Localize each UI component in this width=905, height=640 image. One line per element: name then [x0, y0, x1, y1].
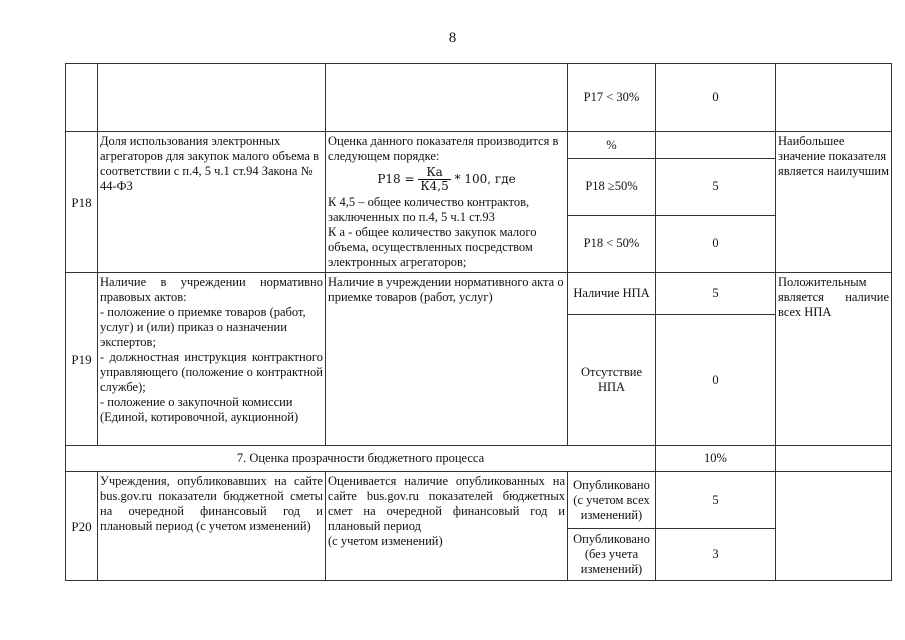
indicator-code: P19	[66, 273, 98, 446]
method-cell	[326, 132, 568, 273]
method-intro: Оценка данного показателя производится в следующем порядке:	[328, 134, 559, 163]
method-text-2: (с учетом изменений)	[328, 534, 443, 548]
score-cell	[656, 132, 776, 159]
definition-k45: К 4,5 – общее количество контрактов, заключенных по п.4, 5 ч.1 ст.93	[328, 195, 530, 224]
criterion-cell: Опубликовано (без учета изменений)	[568, 529, 656, 581]
formula-denominator: К4,5	[420, 179, 449, 193]
name-intro: Наличие в учреждении нормативно правовых актов:	[100, 275, 323, 304]
name-item-3: - положение о закупочной комиссии (Единой, котировочной, аукционной)	[100, 395, 299, 424]
table-row-p17-continuation	[66, 64, 892, 132]
table-row-p19	[66, 273, 892, 315]
method-cell: Наличие в учреждении нормативного акта о приемке товаров (работ, услуг)	[326, 273, 568, 446]
criterion-cell: Отсутствие НПА	[568, 315, 656, 446]
note-cell	[776, 472, 892, 581]
score-cell: 0	[656, 315, 776, 446]
method-cell	[326, 64, 568, 132]
formula-numerator: Ка	[418, 166, 450, 180]
indicator-code: P20	[66, 472, 98, 581]
score-cell: 5	[656, 159, 776, 215]
criterion-cell: P17 < 30%	[568, 64, 656, 132]
name-cell	[98, 64, 326, 132]
score-cell: 0	[656, 64, 776, 132]
score-cell: 5	[656, 273, 776, 315]
formula-rhs: * 100, где	[454, 172, 516, 186]
formula-fraction	[418, 166, 450, 193]
criterion-cell: Наличие НПА	[568, 273, 656, 315]
indicator-name	[98, 273, 326, 446]
note-cell	[776, 446, 892, 472]
table-row-p18	[66, 132, 892, 159]
method-text: Оценивается наличие опубликованных на сайте bus.gov.ru показателей бюджетных смет на очередной финансовый год и плановый период	[328, 474, 565, 533]
table-row-p20	[66, 472, 892, 529]
definition-ka: К а - общее количество закупок малого объема, осуществленных посредством электронных агрегаторов;	[328, 225, 537, 269]
note-cell: Положительным является наличие всех НПА	[776, 273, 892, 446]
score-cell: 5	[656, 472, 776, 529]
note-cell	[776, 64, 892, 132]
indicator-name: Учреждения, опубликовавших на сайте bus.gov.ru показатели бюджетной сметы на очередной финансовый год и плановый период (с учетом изменений)	[98, 472, 326, 581]
score-cell: 3	[656, 529, 776, 581]
page-number: 8	[448, 30, 457, 46]
section-weight: 10%	[656, 446, 776, 472]
name-item-1: - положение о приемке товаров (работ, услуг) и (или) приказ о назначении экспертов;	[100, 305, 306, 349]
indicator-name: Доля использования электронных агрегаторов для закупок малого объема в соответствии с п.4, 5 ч.1 ст.94 Закона № 44-ФЗ	[98, 132, 326, 273]
unit-cell: %	[568, 132, 656, 159]
score-cell: 0	[656, 215, 776, 272]
name-item-2: - должностная инструкция контрактного управляющего (положение о контрактной службе);	[100, 350, 323, 394]
indicator-code: P18	[66, 132, 98, 273]
criterion-cell: P18 < 50%	[568, 215, 656, 272]
formula	[328, 166, 565, 193]
criterion-cell: P18 ≥50%	[568, 159, 656, 215]
note-cell: Наибольшее значение показателя является наилучшим	[776, 132, 892, 273]
formula-lhs: P18 =	[377, 172, 415, 186]
evaluation-table	[65, 63, 892, 581]
method-cell	[326, 472, 568, 581]
section-title: 7. Оценка прозрачности бюджетного процесса	[66, 446, 656, 472]
section-row	[66, 446, 892, 472]
code-cell	[66, 64, 98, 132]
criterion-cell: Опубликовано (с учетом всех изменений)	[568, 472, 656, 529]
